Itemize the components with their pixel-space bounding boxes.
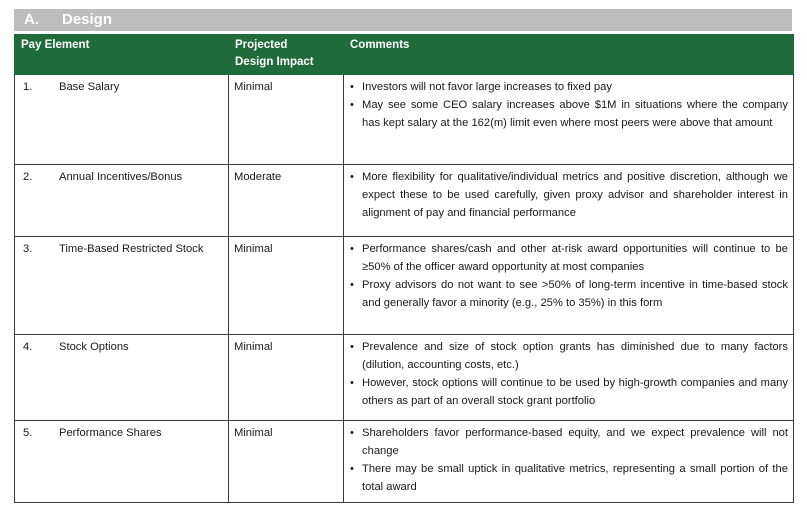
comments-cell	[344, 165, 794, 237]
impact-header-line2: Design Impact	[235, 56, 314, 68]
impact-cell: Minimal	[229, 237, 344, 335]
comment-item: • May see some CEO salary increases above $1M in situations where the company has kept salary at the 162(m) limit even where most peers were above that amount	[349, 96, 788, 132]
pay-element-cell	[15, 75, 229, 165]
row-number: 2.	[23, 171, 33, 183]
row-number: 5.	[23, 427, 33, 439]
table-row	[15, 165, 794, 237]
comments-cell	[344, 421, 794, 503]
pay-element-cell	[15, 335, 229, 421]
comments-cell	[344, 75, 794, 165]
comment-item: • Proxy advisors do not want to see >50% of long-term incentive in time-based stock and generally favor a minority (e.g., 25% to 35%) in this form	[349, 276, 788, 312]
impact-cell: Minimal	[229, 421, 344, 503]
comment-item: • Prevalence and size of stock option grants has diminished due to many factors (dilution, accounting costs, etc.)	[349, 338, 788, 374]
comment-item: • More flexibility for qualitative/individual metrics and positive discretion, although we expect these to be used carefully, given proxy advisor and shareholder interest in alignment of pay and financial performance	[349, 168, 788, 222]
table-row	[15, 237, 794, 335]
comments-list	[349, 338, 788, 410]
comment-item: • However, stock options will continue to be used by high-growth companies and many others as part of an overall stock grant portfolio	[349, 374, 788, 410]
comments-cell	[344, 335, 794, 421]
impact-cell: Moderate	[229, 165, 344, 237]
comments-list	[349, 78, 788, 132]
comment-item: • Shareholders favor performance-based equity, and we expect prevalence will not change	[349, 424, 788, 460]
table-row	[15, 421, 794, 503]
impact-cell: Minimal	[229, 75, 344, 165]
comment-item: • Investors will not favor large increases to fixed pay	[349, 78, 788, 96]
column-header-pay-element: Pay Element	[15, 35, 229, 75]
row-number: 1.	[23, 81, 33, 93]
row-number: 4.	[23, 341, 33, 353]
column-header-projected-impact	[229, 35, 344, 75]
pay-element-name: Base Salary	[59, 81, 120, 93]
comment-item: • Performance shares/cash and other at-risk award opportunities will continue to be ≥50% of the officer award opportunity at most companies	[349, 240, 788, 276]
section-title: Design	[62, 11, 113, 28]
table-row	[15, 335, 794, 421]
comments-list	[349, 168, 788, 222]
comments-cell	[344, 237, 794, 335]
section-header	[14, 9, 792, 31]
impact-header-line1: Projected	[235, 39, 288, 51]
comment-item: • There may be small uptick in qualitative metrics, representing a small portion of the total award	[349, 460, 788, 496]
pay-element-cell	[15, 237, 229, 335]
pay-element-cell	[15, 165, 229, 237]
row-number: 3.	[23, 243, 33, 255]
comments-list	[349, 240, 788, 312]
pay-element-name: Stock Options	[59, 341, 129, 353]
pay-element-name: Performance Shares	[59, 427, 162, 439]
table-header-row	[15, 35, 794, 75]
pay-element-name: Time-Based Restricted Stock	[59, 243, 204, 255]
impact-cell: Minimal	[229, 335, 344, 421]
section-letter: A.	[24, 11, 39, 28]
table-row	[15, 75, 794, 165]
pay-element-name: Annual Incentives/Bonus	[59, 171, 183, 183]
comments-list	[349, 424, 788, 496]
column-header-comments: Comments	[344, 35, 794, 75]
pay-element-cell	[15, 421, 229, 503]
pay-design-table	[14, 34, 794, 503]
